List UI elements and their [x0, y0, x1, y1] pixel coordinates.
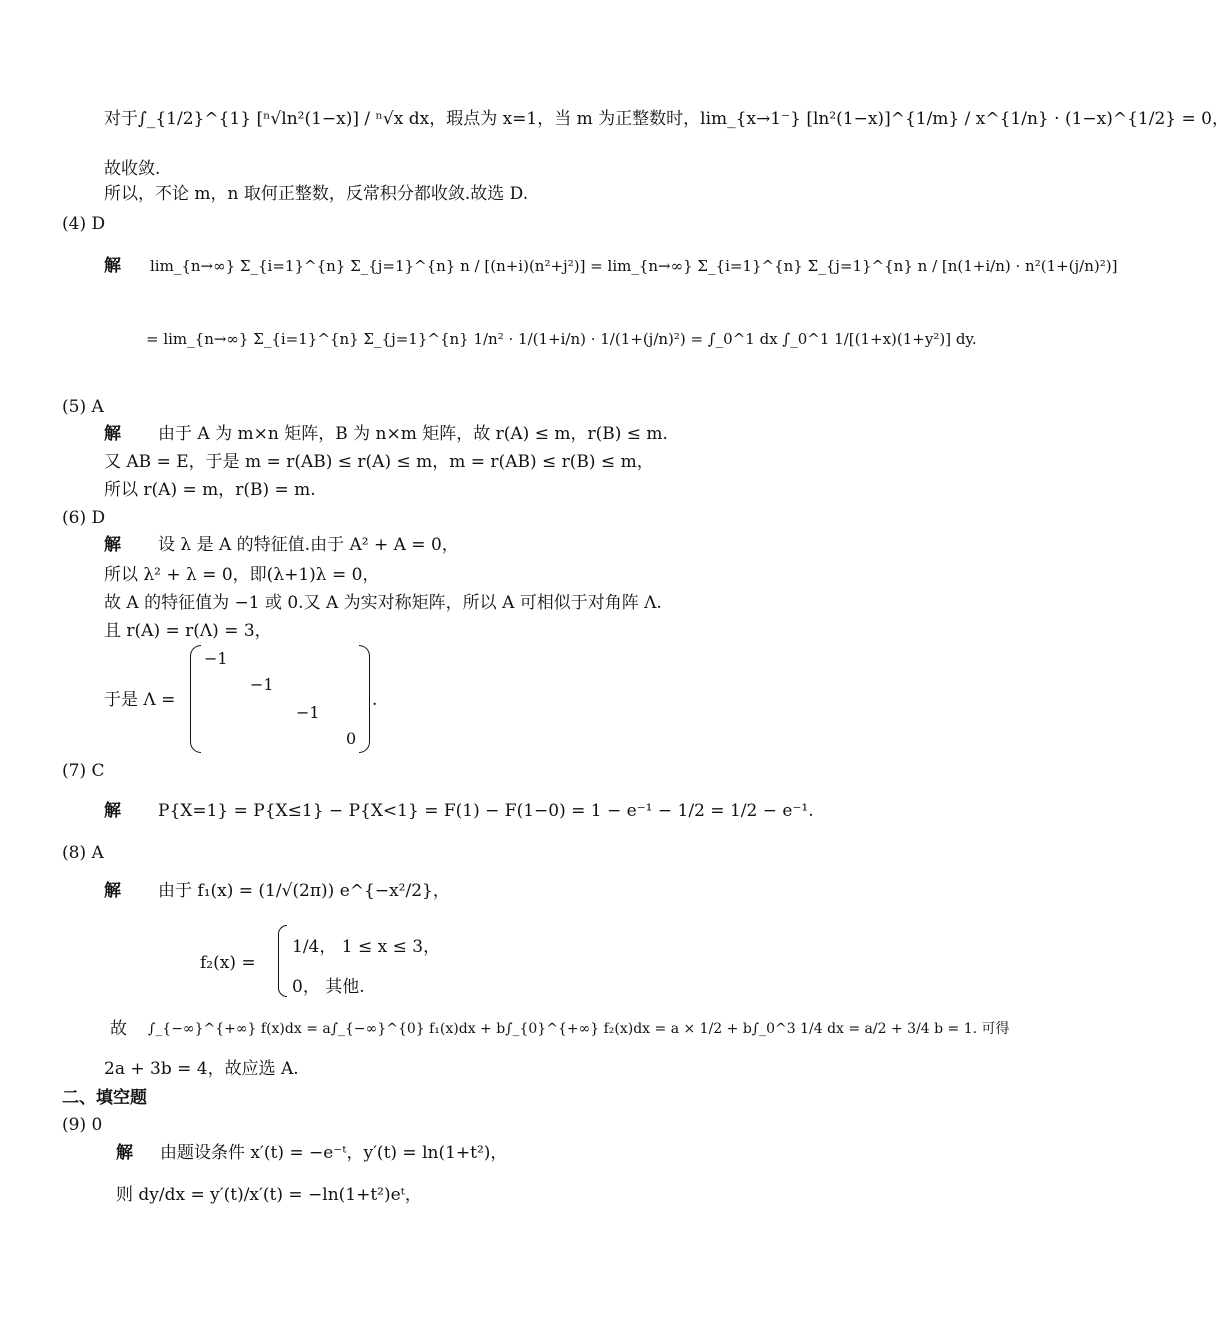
q8-f2-case-2: 0， 其他.	[292, 977, 365, 997]
matrix-period: .	[372, 690, 378, 710]
q9-solution-label: 解	[116, 1143, 133, 1163]
q6-solution-label: 解	[104, 535, 121, 555]
q8-therefore-label: 故	[110, 1019, 127, 1039]
q5-line-1: 由于 A 为 m×n 矩阵，B 为 n×m 矩阵，故 r(A) ≤ m，r(B) ≤ m.	[158, 424, 668, 444]
q5-line-2: 又 AB = E，于是 m = r(AB) ≤ r(A) ≤ m，m = r(AB) ≤ r(B) ≤ m，	[104, 452, 654, 472]
q8-f2-label: f₂(x) =	[200, 953, 256, 973]
matrix-entry: −1	[204, 649, 228, 668]
q5-solution-label: 解	[104, 424, 121, 444]
q8-line-1: 由于 f₁(x) = (1/√(2π)) e^{−x²/2}，	[158, 881, 450, 901]
matrix-left-bracket	[190, 645, 201, 753]
section-heading-fill-blank: 二、填空题	[62, 1088, 147, 1108]
piecewise-brace	[278, 925, 287, 997]
q6-line-1: 设 λ 是 A 的特征值.由于 A² + A = 0，	[158, 535, 459, 555]
q4-solution-label: 解	[104, 256, 121, 276]
line-choose-d: 所以，不论 m，n 取何正整数，反常积分都收敛.故选 D.	[104, 184, 529, 204]
matrix-right-bracket	[359, 645, 370, 753]
q4-limit-line-1: lim_{n→∞} Σ_{i=1}^{n} Σ_{j=1}^{n} n / [(n+i)(n²+j²)] = lim_{n→∞} Σ_{i=1}^{n} Σ_{j=1}^{n} n / [n(1+i/n) · n²(1+(j/n)²)]	[150, 257, 1118, 275]
q5-answer: (5) A	[62, 397, 104, 417]
q8-answer: (8) A	[62, 843, 104, 863]
matrix-entry: 0	[346, 729, 357, 748]
q8-solution-label: 解	[104, 881, 121, 901]
q7-line-1: P{X=1} = P{X≤1} − P{X<1} = F(1) − F(1−0) = 1 − e⁻¹ − 1/2 = 1/2 − e⁻¹.	[158, 801, 814, 821]
q9-line-1: 由题设条件 x′(t) = −e⁻ᵗ，y′(t) = ln(1+t²)，	[160, 1143, 508, 1163]
q6-lambda-label: 于是 Λ =	[104, 690, 176, 710]
q7-answer: (7) C	[62, 761, 105, 781]
q9-answer: (9) 0	[62, 1115, 103, 1135]
matrix-entry: −1	[250, 675, 274, 694]
line-integral-convergence: 对于∫_{1/2}^{1} [ⁿ√ln²(1−x)] / ⁿ√x dx，瑕点为 x=1，当 m 为正整数时，lim_{x→1⁻} [ln²(1−x)]^{1/m} / x^{1/n} · (1−x)^{1/2} = 0，	[104, 109, 1229, 129]
q7-solution-label: 解	[104, 801, 121, 821]
q5-line-3: 所以 r(A) = m，r(B) = m.	[104, 480, 316, 500]
q6-answer: (6) D	[62, 508, 106, 528]
line-therefore-converges: 故收敛.	[104, 159, 161, 179]
q4-limit-line-2: = lim_{n→∞} Σ_{i=1}^{n} Σ_{j=1}^{n} 1/n² · 1/(1+i/n) · 1/(1+(j/n)²) = ∫_0^1 dx ∫_0^1 1/[(1+x)(1+y²)] dy.	[146, 330, 977, 348]
q8-conclusion: 2a + 3b = 4，故应选 A.	[104, 1059, 299, 1079]
q4-answer: (4) D	[62, 214, 106, 234]
matrix-entry: −1	[296, 703, 320, 722]
q9-line-2: 则 dy/dx = y′(t)/x′(t) = −ln(1+t²)eᵗ，	[116, 1185, 422, 1205]
q8-f2-case-1: 1/4， 1 ≤ x ≤ 3，	[292, 937, 441, 957]
q6-line-3: 故 A 的特征值为 −1 或 0.又 A 为实对称矩阵，所以 A 可相似于对角阵 Λ.	[104, 593, 662, 613]
q8-integral-line: ∫_{−∞}^{+∞} f(x)dx = a∫_{−∞}^{0} f₁(x)dx + b∫_{0}^{+∞} f₂(x)dx = a × 1/2 + b∫_0^3 1/4 dx = a/2 + 3/4 b = 1. 可得	[148, 1021, 1010, 1037]
diagonal-matrix	[190, 645, 370, 753]
q6-line-4: 且 r(A) = r(Λ) = 3，	[104, 621, 272, 641]
q6-line-2: 所以 λ² + λ = 0，即(λ+1)λ = 0，	[104, 565, 380, 585]
